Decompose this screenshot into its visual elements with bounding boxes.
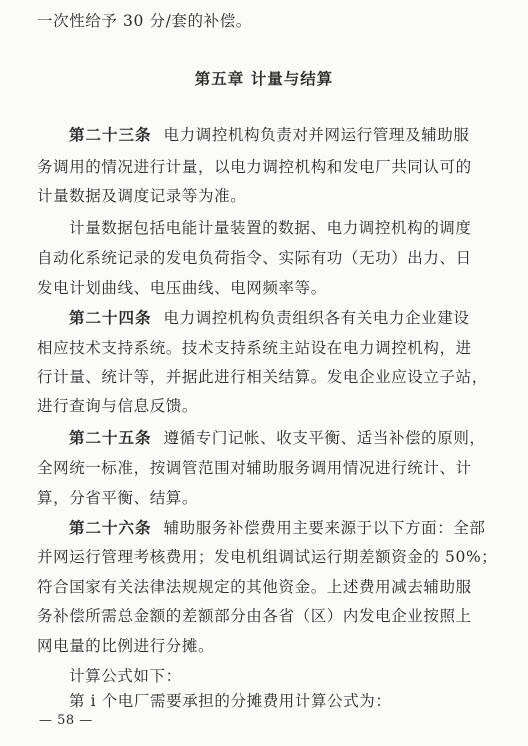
carryover-line: 一次性给予 30 分/套的补偿。 <box>37 12 252 30</box>
article-23-text: 电力调控机构负责对并网运行管理及辅助服 <box>163 126 470 144</box>
article-24-line: 进行查询与信息反馈。 <box>37 397 199 415</box>
article-26-line: 符合国家有关法律法规规定的其他资金。上述费用减去辅助服 <box>37 578 472 596</box>
paragraph-line: 发电计划曲线、电压曲线、电网频率等。 <box>37 279 327 297</box>
article-26-line: 网电量的比例进行分摊。 <box>37 637 215 655</box>
article-25-text: 遵循专门记帐、收支平衡、适当补偿的原则， <box>163 429 486 447</box>
article-24-line: 行计量、统计等，并据此进行相关结算。发电企业应设立子站， <box>37 368 488 386</box>
article-25-line: 全网统一标准，按调管范围对辅助服务调用情况进行统计、计 <box>37 459 472 477</box>
paragraph-line: 自动化系统记录的发电负荷指令、实际有功（无功）出力、日 <box>37 249 472 267</box>
article-23-line: 计量数据及调度记录等为准。 <box>37 187 247 205</box>
formula-intro: 计算公式如下： <box>69 667 182 685</box>
paragraph-line: 计量数据包括电能计量装置的数据、电力调控机构的调度 <box>69 219 472 237</box>
chapter-title: 第五章 计量与结算 <box>194 70 334 88</box>
article-25-first-line <box>69 428 486 448</box>
article-26-first-line <box>69 518 486 538</box>
article-23-title: 第二十三条 <box>69 125 152 144</box>
article-25-title: 第二十五条 <box>69 428 152 447</box>
article-23-first-line <box>69 125 469 145</box>
article-24-first-line <box>69 308 469 328</box>
article-25-line: 算，分省平衡、结算。 <box>37 489 199 507</box>
article-24-line: 相应技术支持系统。技术支持系统主站设在电力调控机构，进 <box>37 339 472 357</box>
article-26-text: 辅助服务补偿费用主要来源于以下方面：全部 <box>163 519 486 537</box>
article-26-line: 并网运行管理考核费用；发电机组调试运行期差额资金的 50%； <box>37 548 498 566</box>
article-26-title: 第二十六条 <box>69 518 152 537</box>
formula-description: 第 i 个电厂需要承担的分摊费用计算公式为： <box>69 692 392 710</box>
page-number: — 58 — <box>39 713 93 728</box>
article-24-title: 第二十四条 <box>69 308 152 327</box>
article-26-line: 务补偿所需总金额的差额部分由各省（区）内发电企业按照上 <box>37 607 472 625</box>
article-23-line: 务调用的情况进行计量，以电力调控机构和发电厂共同认可的 <box>37 158 472 176</box>
article-24-text: 电力调控机构负责组织各有关电力企业建设 <box>163 309 470 327</box>
